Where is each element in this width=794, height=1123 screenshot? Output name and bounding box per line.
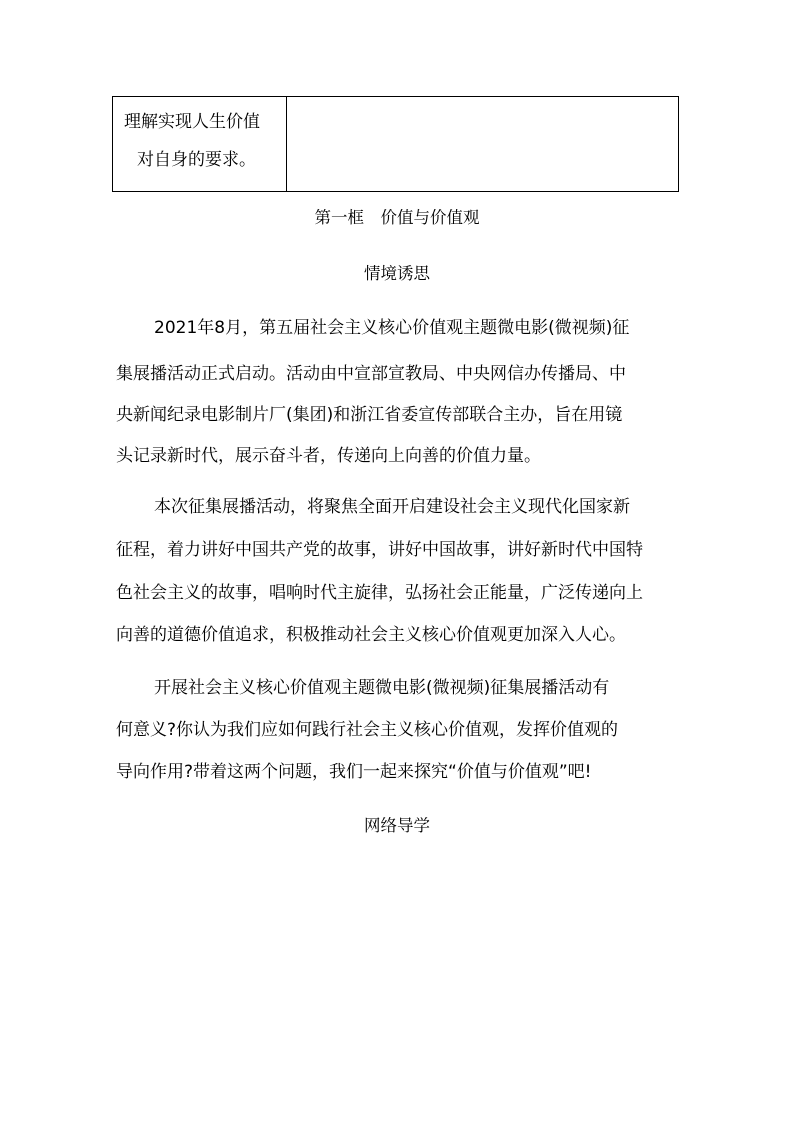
footer-heading: 网络导学: [364, 816, 430, 835]
table-cell-text-line: 理解实现人生价值: [124, 112, 260, 132]
subtitle-heading: 情境诱思: [364, 264, 430, 283]
paragraph-line: 央新闻纪录电影制片厂(集团)和浙江省委宣传部联合主办，旨在用镜: [116, 405, 623, 425]
section-title: 第一框 价值与价值观: [314, 208, 480, 227]
paragraph-line: 开展社会主义核心价值观主题微电影(微视频)征集展播活动有: [154, 678, 610, 698]
paragraph-line: 何意义?你认为我们应如何践行社会主义核心价值观，发挥价值观的: [116, 720, 619, 740]
paragraph-line: 导向作用?带着这两个问题，我们一起来探究“价值与价值观”吧!: [116, 762, 592, 782]
table-cell-text-line: 对自身的要求。: [137, 150, 256, 170]
paragraph-line: 征程，着力讲好中国共产党的故事，讲好中国故事，讲好新时代中国特: [116, 540, 643, 560]
table: [112, 96, 679, 192]
paragraph-line: 集展播活动正式启动。活动由中宣部宣教局、中央网信办传播局、中: [116, 364, 626, 384]
paragraph-line: 2021年8月，第五届社会主义核心价值观主题微电影(微视频)征: [154, 318, 630, 338]
table-cell-right: [287, 97, 678, 191]
table-cell-left: [113, 97, 287, 191]
paragraph-line: 向善的道德价值追求，积极推动社会主义核心价值观更加深入人心。: [116, 625, 626, 645]
paragraph-line: 头记录新时代，展示奋斗者，传递向上向善的价值力量。: [116, 446, 541, 466]
paragraph-line: 本次征集展播活动，将聚焦全面开启建设社会主义现代化国家新: [154, 497, 630, 517]
paragraph-line: 色社会主义的故事，唱响时代主旋律，弘扬社会正能量，广泛传递向上: [116, 583, 643, 603]
